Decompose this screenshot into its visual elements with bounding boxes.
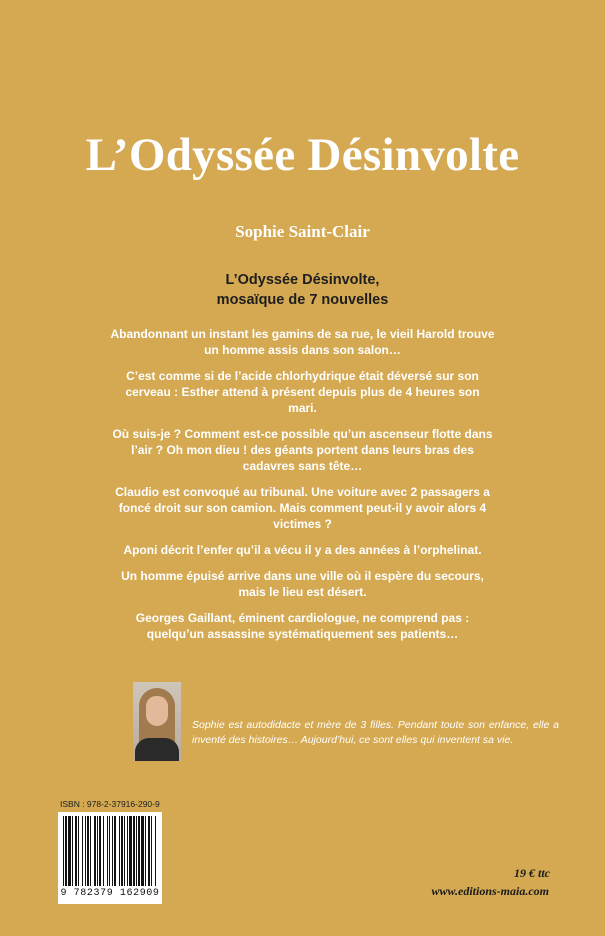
barcode-bar [138,816,140,886]
barcode-bar [119,816,120,886]
barcode [58,812,162,904]
barcode-bar [72,816,73,886]
story-summary-6: Un homme épuisé arrive dans une ville où il espère du secours, mais le lieu est désert. [121,569,484,599]
barcode-bar [75,816,77,886]
barcode-bar [97,816,98,886]
barcode-bar [90,816,91,886]
author-name: Sophie Saint-Clair [235,222,370,241]
barcode-bar [121,816,123,886]
barcode-bar [133,816,135,886]
story-summary-2: C’est comme si de l’acide chlorhydrique était déversé sur son cerveau : Esther attend à présent depuis plus de 4 heures son mari. [125,369,480,415]
barcode-bar [155,816,156,886]
barcode-bar [87,816,89,886]
photo-face [146,696,168,726]
barcode-bar [114,816,116,886]
story-summary-4: Claudio est convoqué au tribunal. Une voiture avec 2 passagers a foncé droit sur son camion. Mais comment peut-il y avoir alors 4 victimes ? [115,485,490,531]
isbn-label: ISBN : 978-2-37916-290-9 [60,799,160,809]
barcode-bars [62,816,158,886]
photo-clothing [135,738,179,761]
book-title: L’Odyssée Désinvolte [85,129,520,181]
barcode-bar [148,816,150,886]
price-label: 19 € ttc [514,866,550,880]
barcode-bar [94,816,96,886]
barcode-bar [109,816,110,886]
barcode-bar [145,816,146,886]
story-summary-1: Abandonnant un instant les gamins de sa rue, le vieil Harold trouve un homme assis dans son salon… [110,327,495,357]
story-summary-7: Georges Gaillant, éminent cardiologue, ne comprend pas : quelqu’un assassine systématiquement ses patients… [135,611,470,641]
barcode-bar [65,816,67,886]
barcode-bar [78,816,79,886]
barcode-bar [151,816,152,886]
subtitle-line-2: mosaïque de 7 nouvelles [216,292,389,308]
author-photo [133,682,181,761]
book-subtitle [0,270,605,310]
barcode-bar [136,816,137,886]
barcode-bar [63,816,64,886]
publisher-website: www.editions-maia.com [431,884,549,898]
barcode-bar [99,816,101,886]
barcode-bar [129,816,132,886]
barcode-bar [103,816,104,886]
barcode-bar [124,816,125,886]
barcode-bar [141,816,144,886]
barcode-bar [107,816,108,886]
barcode-bar [127,816,128,886]
barcode-bar [82,816,83,886]
story-summary-5: Aponi décrit l’enfer qu’il a vécu il y a des années à l’orphelinat. [123,543,482,557]
barcode-number: 9 782379 162909 [60,888,160,899]
barcode-bar [112,816,113,886]
story-summaries [110,326,495,652]
story-summary-3: Où suis-je ? Comment est-ce possible qu’un ascenseur flotte dans l’air ? Oh mon dieu ! des géants portent dans leurs bras des cadavres sans tête… [112,427,493,473]
barcode-bar [68,816,71,886]
barcode-bar [85,816,86,886]
subtitle-line-1: L’Odyssée Désinvolte, [225,272,380,288]
author-bio: Sophie est autodidacte et mère de 3 filles. Pendant toute son enfance, elle a inventé des histoires… Aujourd’hui, ce sont elles qui inventent sa vie. [192,719,559,746]
